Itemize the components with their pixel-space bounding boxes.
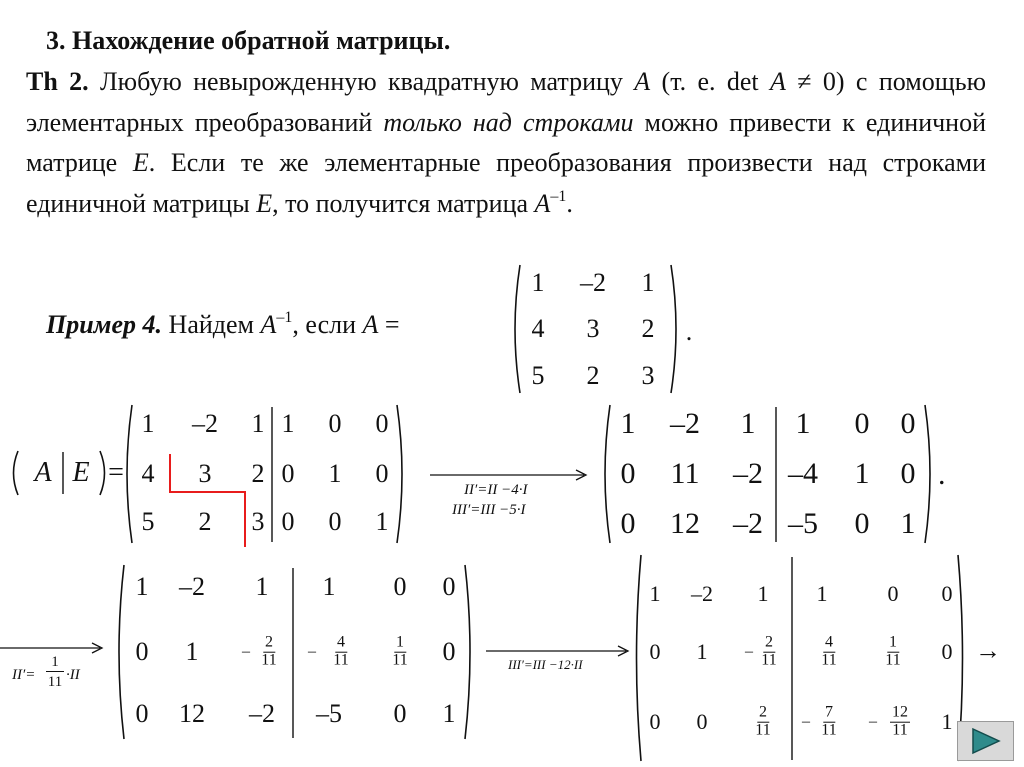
matrix-cell: 1 bbox=[141, 409, 155, 438]
next-slide-button[interactable] bbox=[957, 721, 1014, 761]
transform-text: ·II bbox=[66, 667, 80, 683]
fraction-numerator: 12 bbox=[892, 703, 908, 721]
fraction bbox=[885, 635, 900, 670]
fraction bbox=[821, 705, 836, 740]
fraction-denominator: 11 bbox=[47, 674, 63, 690]
matrix-cell: 3 bbox=[198, 459, 212, 488]
matrix-cell: 0 bbox=[649, 639, 661, 664]
transform-label: II′=II −4·I bbox=[464, 482, 528, 498]
fraction-denominator: 11 bbox=[261, 651, 277, 669]
var-a: A bbox=[634, 67, 651, 96]
fraction-numerator: 4 bbox=[825, 633, 833, 651]
fraction-numerator: 4 bbox=[337, 633, 345, 651]
matrix-cell: 1 bbox=[941, 709, 953, 734]
theorem-text: , то получится матрица bbox=[272, 188, 535, 218]
period: . bbox=[685, 317, 693, 346]
inverse-superscript: –1 bbox=[276, 309, 293, 326]
matrix-cell: 0 bbox=[281, 507, 295, 536]
matrix-cell: 0 bbox=[649, 709, 661, 734]
matrix-cell: 0 bbox=[887, 581, 899, 606]
matrix-cell: 1 bbox=[757, 581, 769, 606]
fraction-denominator: 11 bbox=[885, 651, 901, 669]
matrix-cell: 4 bbox=[531, 314, 545, 343]
minus-sign: – bbox=[308, 643, 316, 660]
matrix-cell: 0 bbox=[328, 409, 342, 438]
minus-sign: – bbox=[242, 643, 250, 660]
inverse-superscript: –1 bbox=[550, 187, 567, 205]
theorem-paragraph bbox=[26, 62, 986, 224]
equals-sign: = bbox=[378, 310, 400, 339]
matrix-cell: 0 bbox=[941, 639, 953, 664]
augmented-label bbox=[8, 448, 123, 498]
fraction bbox=[755, 705, 770, 740]
matrix-cell: 0 bbox=[620, 457, 636, 490]
matrix-cell: 4 bbox=[141, 459, 155, 488]
fraction-denominator: 11 bbox=[392, 651, 408, 669]
var-e: E bbox=[256, 188, 273, 218]
matrix-cell: 0 bbox=[900, 457, 916, 490]
matrix-cell: 1 bbox=[649, 581, 661, 606]
fraction-numerator: 7 bbox=[825, 703, 833, 721]
matrix-cell: 3 bbox=[251, 507, 265, 536]
arrow-icon bbox=[0, 641, 108, 655]
matrix-cell: 0 bbox=[393, 699, 407, 728]
augmented-matrix-2 bbox=[598, 402, 943, 547]
var-a: A bbox=[34, 457, 52, 488]
matrix-cell: 3 bbox=[641, 361, 655, 390]
fraction bbox=[392, 635, 407, 670]
transform-label: III′=III −5·I bbox=[452, 502, 526, 518]
tail-arrow: → bbox=[975, 636, 1001, 665]
matrix-cell: 1 bbox=[328, 459, 342, 488]
example-line bbox=[46, 310, 400, 340]
matrix-cell: 11 bbox=[670, 457, 700, 490]
theorem-text: можно привести к единичной матрице bbox=[26, 107, 987, 177]
section-heading: 3. Нахождение обратной матрицы. bbox=[46, 26, 451, 55]
matrix-cell: 0 bbox=[442, 637, 456, 666]
matrix-cell: 0 bbox=[135, 637, 149, 666]
matrix-brackets bbox=[598, 402, 943, 547]
fraction-numerator: 1 bbox=[396, 633, 404, 651]
theorem-text: (т. е. det bbox=[650, 67, 771, 96]
matrix-cell: 3 bbox=[586, 314, 600, 343]
matrix-cell: 1 bbox=[795, 407, 811, 440]
fraction bbox=[333, 635, 348, 670]
theorem-text: . bbox=[566, 188, 573, 218]
matrix-cell: 1 bbox=[816, 581, 828, 606]
example-text: , если bbox=[292, 310, 363, 339]
matrix-cell: 0 bbox=[941, 581, 953, 606]
matrix-cell: 0 bbox=[393, 572, 407, 601]
matrix-cell: 5 bbox=[141, 507, 155, 536]
example-text: Найдем bbox=[162, 310, 261, 339]
fraction-denominator: 11 bbox=[821, 651, 837, 669]
matrix-cell: 0 bbox=[442, 572, 456, 601]
matrix-cell: 0 bbox=[620, 507, 636, 540]
matrix-cell: 2 bbox=[641, 314, 655, 343]
fraction-denominator: 11 bbox=[755, 721, 771, 739]
fraction-denominator: 11 bbox=[761, 651, 777, 669]
matrix-cell: 12 bbox=[179, 699, 205, 728]
matrix-cell: 0 bbox=[328, 507, 342, 536]
equals-sign: = bbox=[108, 457, 124, 488]
theorem-text: Любую невырожденную квадратную матрицу bbox=[88, 67, 635, 96]
theorem-label: Th 2. bbox=[26, 67, 89, 96]
arrow-icon bbox=[428, 468, 592, 482]
matrix-cell: 1 bbox=[900, 507, 916, 540]
matrix-cell: 1 bbox=[135, 572, 149, 601]
matrix-cell: 1 bbox=[740, 407, 756, 440]
fraction-denominator: 11 bbox=[892, 721, 908, 739]
matrix-cell: 5 bbox=[531, 361, 545, 390]
matrix-cell: –2 bbox=[733, 457, 763, 490]
matrix-cell: 1 bbox=[251, 409, 265, 438]
matrix-cell: 1 bbox=[696, 639, 708, 664]
theorem-text: ≠ 0) с помощью элементарных преобразований bbox=[26, 67, 986, 137]
minus-sign: – bbox=[745, 643, 753, 660]
matrix-cell: 1 bbox=[531, 268, 545, 297]
var-a: A bbox=[770, 67, 786, 96]
matrix-cell: 0 bbox=[854, 407, 870, 440]
matrix-cell: 1 bbox=[255, 572, 269, 601]
matrix-cell: 2 bbox=[586, 361, 600, 390]
matrix-cell: 0 bbox=[696, 709, 708, 734]
fraction bbox=[821, 635, 836, 670]
matrix-cell: 1 bbox=[641, 268, 655, 297]
matrix-cell: 2 bbox=[251, 459, 265, 488]
matrix-cell: –2 bbox=[192, 409, 218, 438]
var-e: E bbox=[132, 148, 149, 177]
fraction-denominator: 11 bbox=[333, 651, 349, 669]
matrix-cell: 1 bbox=[375, 507, 389, 536]
matrix-cell: 1 bbox=[185, 637, 199, 666]
fraction-numerator: 2 bbox=[765, 633, 773, 651]
matrix-cell: 2 bbox=[198, 507, 212, 536]
fraction bbox=[761, 635, 776, 670]
emphasis-text: только над строками bbox=[383, 107, 634, 137]
matrix-brackets bbox=[120, 402, 410, 547]
transform-label: III′=III −12·II bbox=[508, 657, 583, 672]
matrix-cell: –5 bbox=[316, 699, 342, 728]
matrix-cell: 0 bbox=[281, 459, 295, 488]
fraction-denominator: 11 bbox=[821, 721, 837, 739]
fraction-numerator: 2 bbox=[265, 633, 273, 651]
transform-label bbox=[12, 654, 92, 698]
matrix-a bbox=[508, 262, 693, 397]
matrix-cell: 0 bbox=[900, 407, 916, 440]
matrix-cell: –2 bbox=[580, 268, 606, 297]
matrix-brackets bbox=[630, 552, 975, 764]
matrix-cell: 1 bbox=[442, 699, 456, 728]
augmented-matrix-4 bbox=[630, 552, 975, 764]
matrix-cell: 12 bbox=[670, 507, 700, 540]
matrix-cell: 0 bbox=[135, 699, 149, 728]
var-a: A bbox=[534, 188, 551, 218]
matrix-cell: 0 bbox=[375, 409, 389, 438]
paren-shapes bbox=[8, 448, 123, 498]
minus-sign: – bbox=[869, 713, 877, 730]
matrix-cell: 0 bbox=[375, 459, 389, 488]
var-a: A bbox=[260, 310, 277, 339]
play-next-icon bbox=[957, 721, 1014, 761]
theorem-text: . Если те же элементарные преобразования произвести над строками единичной матрицы bbox=[26, 148, 986, 218]
fraction bbox=[890, 705, 910, 740]
example-label: Пример 4. bbox=[46, 310, 163, 339]
fraction-numerator: 2 bbox=[759, 703, 767, 721]
augmented-matrix-1 bbox=[120, 402, 410, 547]
matrix-cell: –2 bbox=[670, 407, 700, 440]
matrix-cell: –2 bbox=[733, 507, 763, 540]
matrix-cell: 1 bbox=[854, 457, 870, 490]
minus-sign: – bbox=[802, 713, 810, 730]
fraction-numerator: 1 bbox=[889, 633, 897, 651]
arrow-icon bbox=[484, 644, 634, 658]
matrix-cell: 1 bbox=[322, 572, 336, 601]
matrix-cell: 0 bbox=[854, 507, 870, 540]
matrix-cell: 1 bbox=[281, 409, 295, 438]
matrix-cell: –2 bbox=[249, 699, 275, 728]
var-e: E bbox=[72, 457, 90, 488]
matrix-cell: –5 bbox=[788, 507, 818, 540]
fraction bbox=[261, 635, 276, 670]
matrix-cell: –2 bbox=[179, 572, 205, 601]
matrix-cell: –4 bbox=[788, 457, 818, 490]
matrix-cell: 1 bbox=[620, 407, 636, 440]
fraction-numerator: 1 bbox=[46, 654, 64, 672]
augmented-matrix-3 bbox=[112, 562, 477, 742]
transform-text: II′= bbox=[12, 667, 36, 683]
period: . bbox=[938, 458, 946, 491]
var-a: A bbox=[362, 310, 379, 339]
matrix-cell: –2 bbox=[691, 581, 713, 606]
matrix-brackets bbox=[112, 562, 477, 742]
